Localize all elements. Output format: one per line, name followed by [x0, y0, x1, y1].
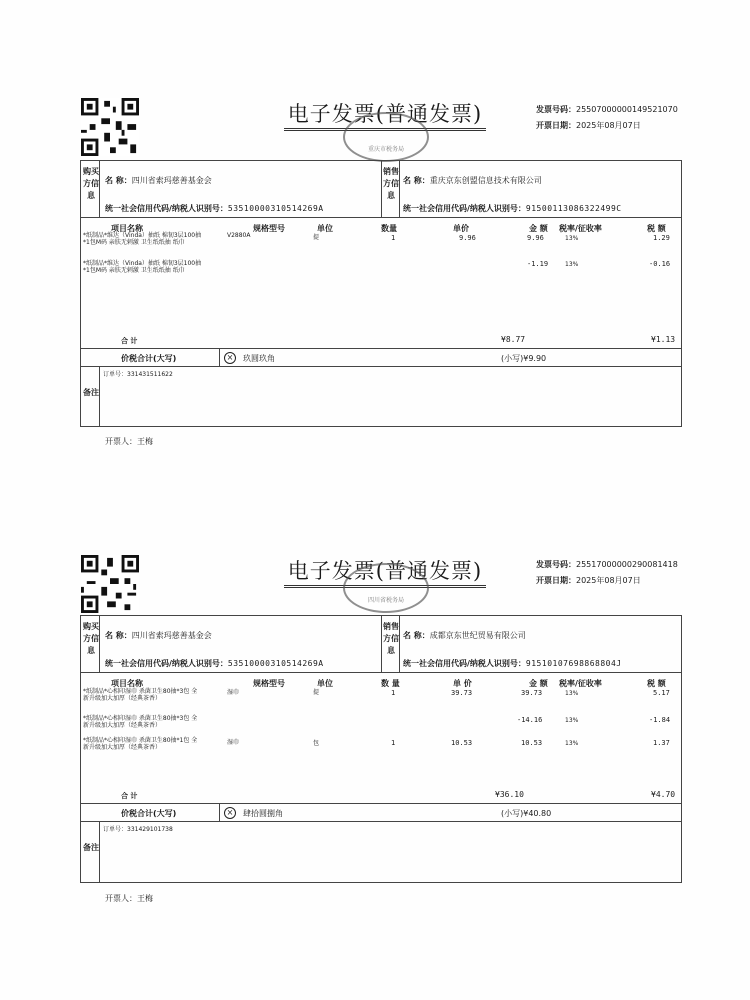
- buyer-name: 名 称：四川省索玛慈善基金会: [105, 176, 212, 185]
- grand-total-small: (小写)¥9.90: [501, 354, 547, 363]
- invoice-meta: 发票号码：25507000000149521070 开票日期：2025年08月07日: [536, 105, 678, 130]
- item-tax: 1.29: [653, 234, 670, 242]
- qr-code-icon: [80, 555, 140, 613]
- invoice-meta: 发票号码：25517000000290081418 开票日期：2025年08月07日: [536, 560, 678, 585]
- header-qty: 数量: [381, 224, 397, 233]
- order-number: 订单号：331431511622: [103, 371, 173, 378]
- total-label: 合 计: [121, 337, 138, 345]
- item-tax: -0.16: [649, 260, 671, 268]
- header-unit: 单位: [317, 679, 333, 688]
- item-qty: 1: [391, 234, 396, 242]
- item-name: *纸制品*心相印湿巾 杀菌卫生80抽*3包 全 新升级加大加厚（经典茶香）: [83, 715, 198, 729]
- header-item: 项目名称: [111, 224, 143, 233]
- header-price: 单价: [453, 224, 469, 233]
- item-amount: 9.96: [527, 234, 544, 242]
- seller-tax-id: 统一社会信用代码/纳税人识别号：91500113086322499C: [403, 204, 622, 213]
- header-spec: 规格型号: [253, 224, 285, 233]
- seller-name: 名 称：重庆京东创盟信息技术有限公司: [403, 176, 542, 185]
- seller-label: 销售方信息: [383, 166, 399, 200]
- item-price: 10.53: [451, 739, 473, 747]
- invoice-2: [0, 455, 750, 915]
- item-tax: -1.84: [649, 716, 671, 724]
- grand-total-cn: 肆拾圆捌角: [243, 809, 283, 818]
- item-amount: 10.53: [521, 739, 543, 747]
- total-amount: ¥8.77: [501, 335, 526, 344]
- seller-name: 名 称：成都京东世纪贸易有限公司: [403, 631, 526, 640]
- item-name: *纸制品*心相印湿巾 杀菌卫生80抽*1包 全 新升级加大加厚（经典茶香）: [83, 737, 198, 751]
- party-section: [81, 616, 681, 673]
- invoice-title: 电子发票(普通发票): [270, 100, 500, 140]
- item-tax: 5.17: [653, 689, 670, 697]
- item-rate: 13%: [565, 740, 579, 747]
- item-rate: 13%: [565, 235, 579, 242]
- grand-total-label: 价税合计(大写): [121, 809, 177, 818]
- invoice-table: [80, 615, 682, 883]
- header-unit: 单位: [317, 224, 333, 233]
- header-qty: 数 量: [381, 679, 400, 688]
- grand-total-label: 价税合计(大写): [121, 354, 177, 363]
- header-tax: 税 额: [647, 679, 666, 688]
- qr-code-icon: [80, 98, 140, 156]
- item-tax: 1.37: [653, 739, 670, 747]
- header-amount: 金 额: [529, 224, 548, 233]
- invoice-table: [80, 160, 682, 427]
- tax-seal-icon: 四川省税务局: [343, 563, 429, 613]
- buyer-name: 名 称：四川省索玛慈善基金会: [105, 631, 212, 640]
- total-amount: ¥36.10: [495, 790, 524, 799]
- item-name: *纸制品*维达（Vinda）抽纸 棉韧3层100抽 *1包M码 亲肤无刺激 卫生纸纸抽 纸巾: [83, 260, 202, 274]
- seller-label: 销售方信息: [383, 621, 399, 655]
- order-number: 订单号：331429101738: [103, 826, 173, 833]
- note-label: 备注: [83, 387, 99, 397]
- item-spec: 湿巾: [227, 739, 240, 746]
- header-price: 单 价: [453, 679, 472, 688]
- item-unit: 包: [313, 740, 320, 747]
- circle-x-icon: ×: [224, 807, 236, 819]
- item-unit: 提: [313, 689, 320, 696]
- header-item: 项目名称: [111, 679, 143, 688]
- item-rate: 13%: [565, 261, 579, 268]
- seller-tax-id: 统一社会信用代码/纳税人识别号：91510107698868804J: [403, 659, 622, 668]
- header-amount: 金 额: [529, 679, 548, 688]
- item-price: 9.96: [459, 234, 476, 242]
- tax-seal-icon: 重庆市税务局: [343, 112, 429, 162]
- header-spec: 规格型号: [253, 679, 285, 688]
- item-unit: 提: [313, 234, 320, 241]
- issuer: 开票人：王梅: [105, 437, 153, 446]
- item-amount: -14.16: [517, 716, 543, 724]
- invoice-title: 电子发票(普通发票): [270, 557, 500, 597]
- item-amount: -1.19: [527, 260, 549, 268]
- item-spec: V2880A: [227, 232, 251, 239]
- total-tax: ¥4.70: [651, 790, 676, 799]
- item-qty: 1: [391, 689, 396, 697]
- issuer: 开票人：王梅: [105, 894, 153, 903]
- item-amount: 39.73: [521, 689, 543, 697]
- buyer-tax-id: 统一社会信用代码/纳税人识别号：53510000310514269A: [105, 659, 324, 668]
- item-rate: 13%: [565, 690, 579, 697]
- item-price: 39.73: [451, 689, 473, 697]
- item-name: *纸制品*维达（Vinda）抽纸 棉韧3层100抽 *1包M码 亲肤无刺激 卫生纸纸抽 纸巾: [83, 232, 202, 246]
- item-spec: 湿巾: [227, 689, 240, 696]
- item-rate: 13%: [565, 717, 579, 724]
- header-rate: 税率/征收率: [559, 224, 602, 233]
- party-section: [81, 161, 681, 218]
- buyer-label: 购买方信息: [83, 621, 99, 655]
- grand-total-cn: 玖圆玖角: [243, 354, 275, 363]
- item-qty: 1: [391, 739, 396, 747]
- item-name: *纸制品*心相印湿巾 杀菌卫生80抽*3包 全 新升级加大加厚（经典茶香）: [83, 688, 198, 702]
- total-label: 合 计: [121, 792, 138, 800]
- buyer-label: 购买方信息: [83, 166, 99, 200]
- note-label: 备注: [83, 842, 99, 852]
- total-tax: ¥1.13: [651, 335, 676, 344]
- circle-x-icon: ×: [224, 352, 236, 364]
- header-rate: 税率/征收率: [559, 679, 602, 688]
- grand-total-small: (小写)¥40.80: [501, 809, 552, 818]
- invoice-1: [0, 0, 750, 460]
- buyer-tax-id: 统一社会信用代码/纳税人识别号：53510000310514269A: [105, 204, 324, 213]
- header-tax: 税 额: [647, 224, 666, 233]
